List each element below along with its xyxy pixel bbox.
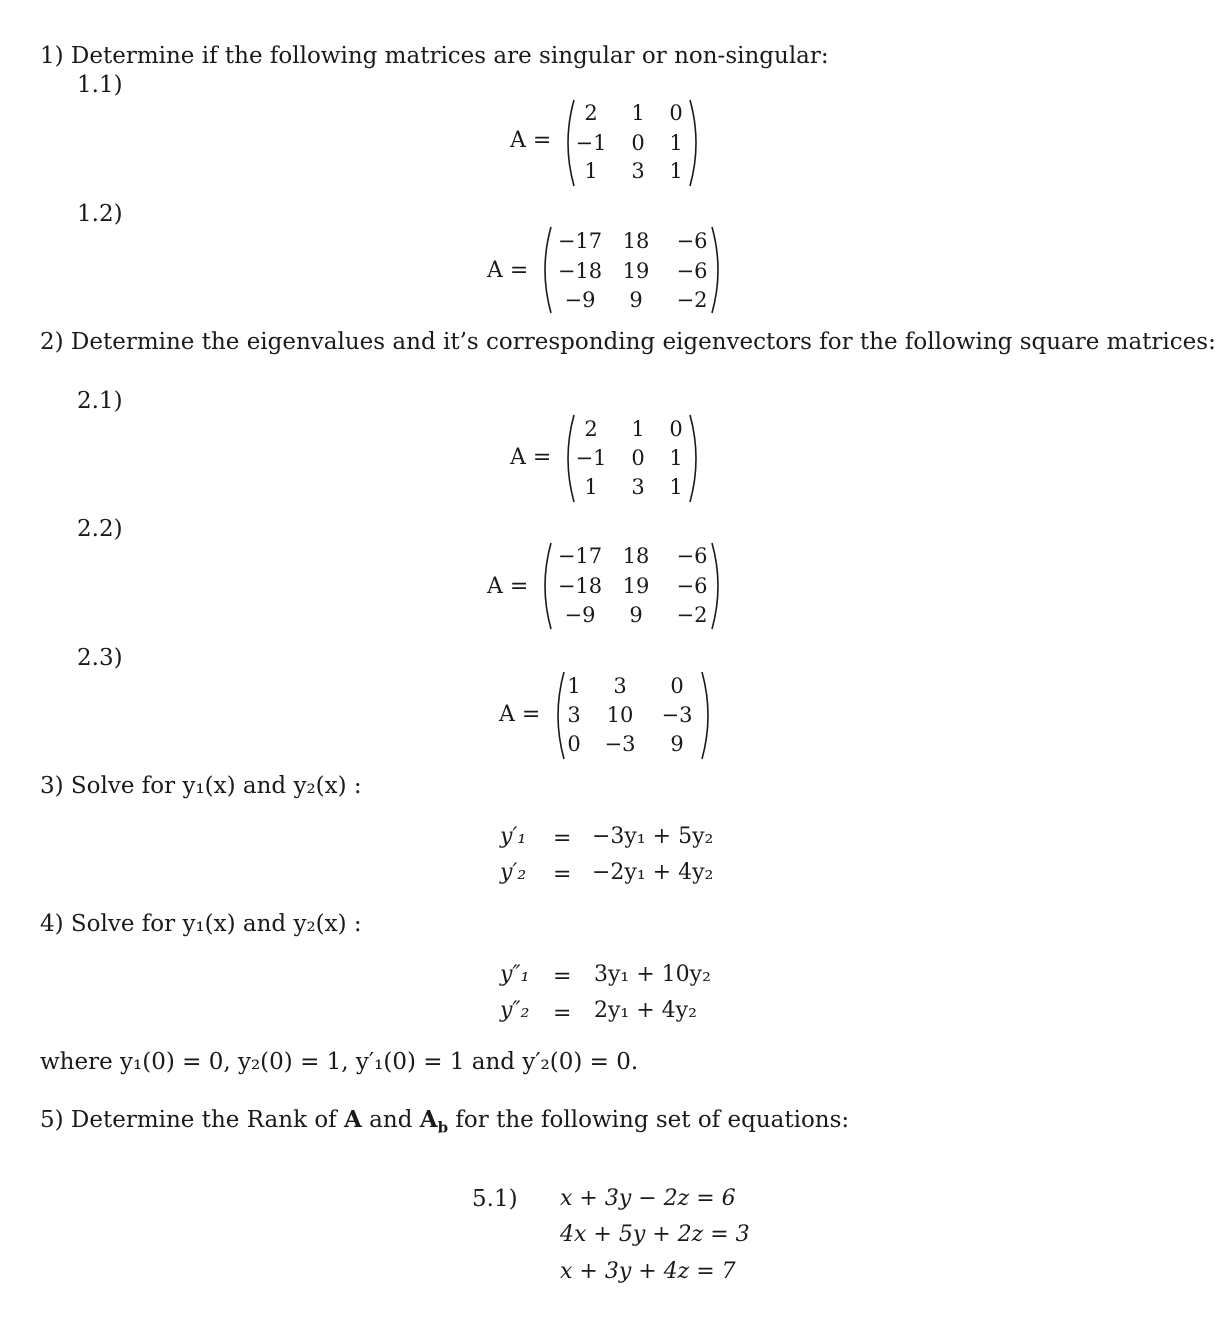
question-5-and: and xyxy=(361,1107,420,1133)
matrix-cell: 0 xyxy=(670,674,684,698)
system-equation-1: x + 3y − 2z = 6 xyxy=(560,1186,736,1211)
initial-conditions: where y₁(0) = 0, y₂(0) = 1, y′₁(0) = 1 and y′₂(0) = 0. xyxy=(40,1049,639,1075)
matrix-cell: −2 xyxy=(676,288,708,312)
matrix-cell: 1 xyxy=(669,446,683,470)
matrix-cell: 1 xyxy=(567,674,581,698)
matrix-cell: 1 xyxy=(631,417,645,441)
equation-3-1-lhs: y′₁ xyxy=(500,824,527,849)
equation-4-1-lhs: y″₁ xyxy=(500,962,530,987)
matrix-cell: −6 xyxy=(676,544,708,568)
matrix-label: A = xyxy=(510,445,552,470)
matrix-cell: −18 xyxy=(557,259,603,283)
matrix-cell: 18 xyxy=(622,229,650,253)
matrix-cell: 3 xyxy=(567,703,581,727)
part-2-2-label: 2.2) xyxy=(77,516,123,542)
matrix-cell: 0 xyxy=(567,732,581,756)
matrix-label: A = xyxy=(487,574,529,599)
equation-4-2-lhs: y″₂ xyxy=(500,998,530,1023)
equation-3-2-rhs: −2y₁ + 4y₂ xyxy=(592,860,714,885)
matrix-cell: 0 xyxy=(669,101,683,125)
question-3-title xyxy=(40,775,362,798)
part-2-1-label: 2.1) xyxy=(77,388,123,414)
matrix-cell: 0 xyxy=(669,417,683,441)
right-parenthesis xyxy=(702,672,708,759)
question-4-title: 4) Solve for y₁(x) and y₂(x) : xyxy=(40,911,362,937)
left-parenthesis xyxy=(545,543,551,629)
matrix-cell: 9 xyxy=(670,732,684,756)
matrix-A-bold: A xyxy=(344,1106,362,1133)
equation-3-1-equals: = xyxy=(553,826,572,851)
matrix-cell: 1 xyxy=(669,131,683,155)
equation-4-1-equals: = xyxy=(553,964,572,989)
part-1-2-label: 1.2) xyxy=(77,201,123,227)
matrix-cell: 18 xyxy=(622,544,650,568)
left-parenthesis xyxy=(545,227,551,313)
matrix-cell: 1 xyxy=(669,475,683,499)
matrix-cell: 10 xyxy=(606,703,634,727)
matrix-cell: −6 xyxy=(676,574,708,598)
matrix-cell: 1 xyxy=(584,159,598,183)
part-1-1-label: 1.1) xyxy=(77,72,123,98)
matrix-label: A = xyxy=(510,128,552,153)
question-5-title xyxy=(40,1108,849,1136)
matrix-cell: 3 xyxy=(613,674,627,698)
matrix-cell: −6 xyxy=(676,229,708,253)
matrix-label: A = xyxy=(487,258,529,283)
question-5-title-prefix: 5) Determine the Rank of xyxy=(40,1107,344,1133)
matrix-Ab-subscript: b xyxy=(437,1118,449,1137)
part-5-1-label: 5.1) xyxy=(472,1186,518,1212)
matrix-label: A = xyxy=(499,702,541,727)
right-parenthesis xyxy=(712,543,718,629)
matrix-cell: 2 xyxy=(584,417,598,441)
left-parenthesis xyxy=(558,672,564,759)
equation-4-2-equals: = xyxy=(553,1001,572,1026)
equation-4-2-rhs: 2y₁ + 4y₂ xyxy=(594,998,697,1023)
matrix-cell: −1 xyxy=(575,131,607,155)
matrix-cell: −18 xyxy=(557,574,603,598)
part-2-3-label: 2.3) xyxy=(77,645,123,671)
equation-3-2-lhs: y′₂ xyxy=(500,860,527,885)
question-3-title-text: 3) Solve for y₁(x) and y₂(x) : xyxy=(40,773,362,799)
matrix-cell: 9 xyxy=(629,288,643,312)
matrix-cell: 3 xyxy=(631,159,645,183)
matrix-cell: −17 xyxy=(557,544,603,568)
equation-3-2-equals: = xyxy=(553,862,572,887)
matrix-cell: −6 xyxy=(676,259,708,283)
question-1-title: 1) Determine if the following matrices are singular or non-singular: xyxy=(40,43,829,69)
matrix-cell: 9 xyxy=(629,603,643,627)
matrix-cell: 0 xyxy=(631,131,645,155)
matrix-cell: −3 xyxy=(604,732,636,756)
right-parenthesis xyxy=(690,415,696,502)
left-parenthesis xyxy=(568,415,574,502)
matrix-Ab-bold: A xyxy=(419,1106,438,1133)
matrix-cell: 2 xyxy=(584,101,598,125)
matrix-cell: −9 xyxy=(564,603,596,627)
matrix-cell: −17 xyxy=(557,229,603,253)
matrix-cell: 19 xyxy=(622,259,650,283)
right-parenthesis xyxy=(712,227,718,313)
matrix-cell: 3 xyxy=(631,475,645,499)
equation-4-1-rhs: 3y₁ + 10y₂ xyxy=(594,962,711,987)
matrix-cell: −3 xyxy=(661,703,693,727)
matrix-cell: −1 xyxy=(575,446,607,470)
matrix-cell: 1 xyxy=(631,101,645,125)
matrix-cell: 0 xyxy=(631,446,645,470)
matrix-cell: −9 xyxy=(564,288,596,312)
equation-3-1-rhs: −3y₁ + 5y₂ xyxy=(592,824,714,849)
system-equation-3: x + 3y + 4z = 7 xyxy=(560,1259,736,1284)
matrix-cell: −2 xyxy=(676,603,708,627)
system-equation-2: 4x + 5y + 2z = 3 xyxy=(560,1222,750,1247)
question-5-title-suffix: for the following set of equations: xyxy=(448,1107,850,1133)
matrix-cell: 19 xyxy=(622,574,650,598)
matrix-cell: 1 xyxy=(669,159,683,183)
left-parenthesis xyxy=(568,100,574,186)
question-2-title: 2) Determine the eigenvalues and it’s corresponding eigenvectors for the following square matrices: xyxy=(40,329,1216,355)
matrix-cell: 1 xyxy=(584,475,598,499)
right-parenthesis xyxy=(690,100,696,186)
